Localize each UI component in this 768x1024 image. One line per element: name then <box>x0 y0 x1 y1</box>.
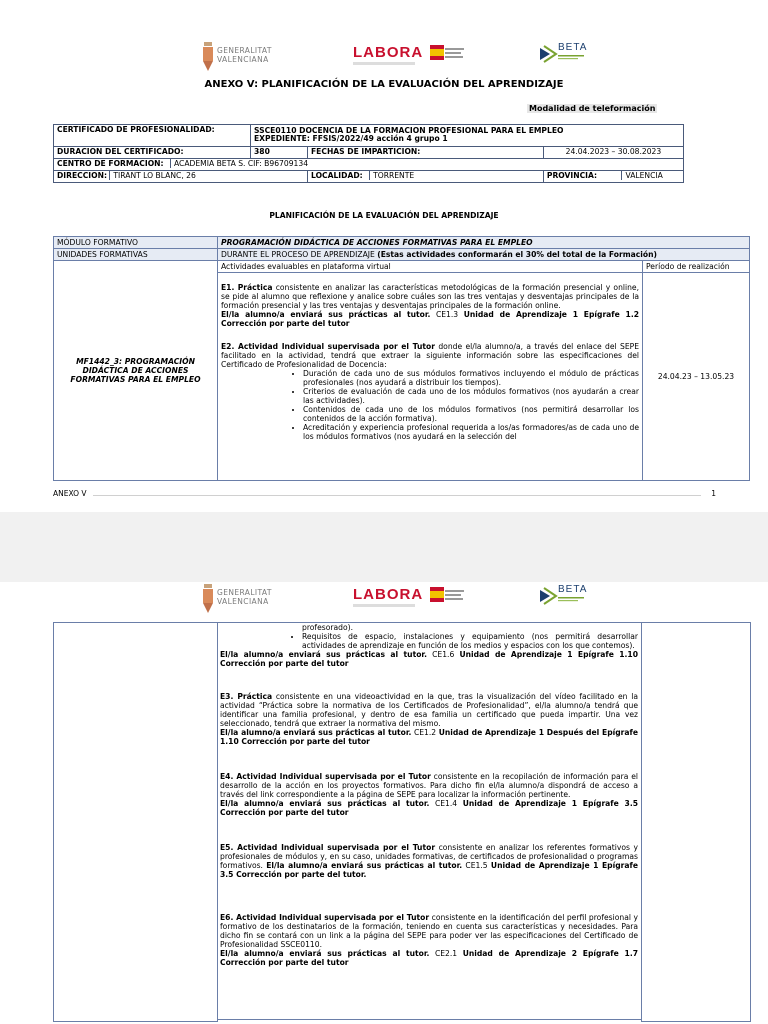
gva-line-1: GENERALITAT <box>217 588 272 597</box>
e2-item-5: • Requisitos de espacio, instalaciones y equipamiento (nos permitirá desarrollar actividades de aprendizaje en función de los medios y espacios con los que contemos). <box>302 632 638 650</box>
e2-list-continued <box>220 623 638 650</box>
e2-list <box>221 369 639 441</box>
e5-send: El/la alumno/a enviará sus prácticas al tutor. <box>266 861 463 870</box>
centro-label: CENTRO DE FORMACION: <box>57 159 164 168</box>
period-column-continued <box>641 622 751 1022</box>
e2-ref: Unidad de Aprendizaje 1 Epígrafe 1.10 Corrección por parte del tutor <box>220 650 638 668</box>
certificado-label: CERTIFICADO DE PROFESIONALIDAD: <box>54 125 251 147</box>
col-periodo-header: Período de realización <box>643 261 750 273</box>
crest-icon <box>203 42 213 72</box>
direccion-value: TIRANT LO BLANC, 26 <box>109 171 195 180</box>
certificado-value-2: EXPEDIENTE: FFSIS/2022/49 acción 4 grupo 1 <box>254 134 448 143</box>
activity-e3 <box>220 692 638 746</box>
e5-ref: Unidad de Aprendizaje 1 Epígrafe 3.5 Corrección por parte del tutor. <box>220 861 638 879</box>
beta-tagline-graphic <box>558 596 584 602</box>
localidad-label: LOCALIDAD: <box>311 171 363 180</box>
e5-title: E5. Actividad Individual supervisada por el Tutor <box>220 843 436 852</box>
section-subtitle: PLANIFICACIÓN DE LA EVALUACIÓN DEL APRENDIZAJE <box>269 211 499 220</box>
e2-title: E2. Actividad Individual supervisada por el Tutor <box>221 342 435 351</box>
duracion-cell <box>54 147 251 159</box>
gva-line-2: VALENCIANA <box>217 597 269 606</box>
e1-ref: Unidad de Aprendizaje 1 Epígrafe 1.2 Corrección por parte del tutor <box>221 310 639 328</box>
e4-text: consistente en la recopilación de información para el desarrollo de la acción en los proyectos formativos. Para dicho fin el/la alumno/a dispondrá de acceso a través del link correspondiente a la página de SEPE para localizar la información pertinente. <box>220 772 639 799</box>
beta-tagline-graphic <box>558 54 584 60</box>
provincia-cell <box>543 171 683 183</box>
spain-gov-logo-icon <box>430 45 464 60</box>
certificado-value <box>251 125 684 147</box>
e3-send: El/la alumno/a enviará sus prácticas al tutor. <box>220 728 412 737</box>
spain-gov-logo-icon <box>430 587 464 602</box>
page-footer <box>53 489 716 498</box>
beta-mark-icon <box>538 44 560 64</box>
logo-row <box>0 40 768 80</box>
labora-wordmark: LABORA <box>353 586 424 603</box>
modulo-value: PROGRAMACIÓN DIDÁCTICA DE ACCIONES FORMATIVAS PARA EL EMPLEO <box>218 237 750 249</box>
e3-title: E3. Práctica <box>220 692 273 701</box>
footer-label: ANEXO V <box>53 489 87 498</box>
certificado-value-1: SSCE0110 DOCENCIA DE LA FORMACION PROFESIONAL PARA EL EMPLEO <box>254 126 564 135</box>
e3-text: consistente en una videoactividad en la que, tras la visualización del vídeo facilitado en la actividad “Práctica sobre la normativa de los Certificados de Profesionalidad”, el/la alumno/a tendrá que identificar una familia profesional, y dentro de esa familia un certificado que pueda impartir. Una vez seleccionado, tendrá que extraer la normativa del mismo. <box>220 692 639 728</box>
e1-send: El/la alumno/a enviará sus prácticas al tutor. <box>221 310 431 319</box>
e1-title: E1. Práctica <box>221 283 273 292</box>
direccion-cell <box>54 171 308 183</box>
activity-e5 <box>220 843 638 879</box>
e2-send: El/la alumno/a enviará sus prácticas al tutor. <box>220 650 427 659</box>
e2-item-3: • Contenidos de cada uno de los módulos formativos (nos permitirá desarrollar los contenidos de la acción formativa). <box>303 405 639 423</box>
activity-e6 <box>220 913 638 967</box>
e2-ce: CE1.6 <box>426 650 460 659</box>
e2-item-2: • Criterios de evaluación de cada uno de los módulos formativos (nos ayudarán a crear las actividades). <box>303 387 639 405</box>
col-actividades-header: Actividades evaluables en plataforma virtual <box>218 261 643 273</box>
beta-wordmark: BETA <box>558 42 588 53</box>
unidades-note: (Estas actividades conformarán el 30% del total de la Formación) <box>377 250 657 259</box>
beta-mark-icon <box>538 586 560 606</box>
e2-closing <box>220 650 638 668</box>
mf-label: MF1442_3: PROGRAMACIÓN DIDÁCTICA DE ACCIONES FORMATIVAS PARA EL EMPLEO <box>54 261 218 481</box>
e3-ce: CE1.2 <box>411 728 439 737</box>
beta-wordmark: BETA <box>558 584 588 595</box>
provincia-value: VALENCIA <box>621 171 662 180</box>
e6-send: El/la alumno/a enviará sus prácticas al tutor. <box>220 949 430 958</box>
e4-title: E4. Actividad Individual supervisada por el Tutor <box>220 772 431 781</box>
module-column-continued <box>53 622 218 1022</box>
activity-e1 <box>221 283 639 328</box>
crest-icon <box>203 584 213 614</box>
planning-table-continued <box>53 622 750 1020</box>
e2-item-1: • Duración de cada uno de sus módulos formativos incluyendo el módulo de prácticas profesionales (nos ayudará a distribuir los tiempos). <box>303 369 639 387</box>
activities-cell-continued <box>217 622 641 1020</box>
logo-row-2 <box>0 582 768 622</box>
e6-ce: CE2.1 <box>429 949 463 958</box>
activities-cell <box>218 273 643 481</box>
labora-tagline-graphic <box>353 604 415 607</box>
certificate-info-table <box>53 124 684 183</box>
duracion-label: DURACION DEL CERTIFICADO: <box>57 147 184 156</box>
unidades-value: DURANTE EL PROCESO DE APRENDIZAJE <box>221 250 375 259</box>
e5-text: consistente en analizar los referentes formativos y profesionales de módulos y, en su caso, unidades formativas, de certificados de profesionalidad o programas formativos. <box>220 843 638 870</box>
e2-text: donde el/la alumno/a, a través del enlace del SEPE facilitado en la actividad, tendrá que extraer la siguiente información sobre las especificaciones del Certificado de Profesionalidad de Docencia: <box>221 342 639 369</box>
localidad-value: TORRENTE <box>369 171 414 180</box>
centro-cell <box>54 159 684 171</box>
e2-item-4: • Acreditación y experiencia profesional requerida a los/as formadores/as de cada uno de los módulos formativos (nos ayudará en la selección del <box>303 423 639 441</box>
e2-item-4-cont: profesorado). <box>302 623 353 632</box>
footer-page-number: 1 <box>711 489 716 498</box>
gva-line-1: GENERALITAT <box>217 46 272 55</box>
duracion-value: 380 <box>251 147 308 159</box>
labora-logo <box>353 44 423 65</box>
e1-ce: CE1.3 <box>430 310 464 319</box>
modulo-label: MÓDULO FORMATIVO <box>54 237 218 249</box>
e5-ce: CE1.5 <box>462 861 491 870</box>
e4-send: El/la alumno/a enviará sus prácticas al tutor. <box>220 799 430 808</box>
labora-tagline-graphic <box>353 62 415 65</box>
e4-ref: Unidad de Aprendizaje 1 Epígrafe 3.5 Corrección por parte del tutor <box>220 799 638 817</box>
unidades-label: UNIDADES FORMATIVAS <box>54 249 218 261</box>
labora-logo <box>353 586 423 607</box>
e6-text: consistente en la identificación del perfil profesional y formativo de los destinatarios de la formación, teniendo en cuenta sus características y necesidades. Para dicho fin se contará con un link a la página del SEPE para poder ver las especificaciones del Certificado de Profesionalidad SSCE0110. <box>220 913 639 949</box>
labora-wordmark: LABORA <box>353 44 424 61</box>
e4-ce: CE1.4 <box>429 799 463 808</box>
modalidad-label: Modalidad de teleformación <box>529 104 656 113</box>
centro-value: ACADEMIA BETA S. CIF: B96709134 <box>170 159 308 168</box>
provincia-label: PROVINCIA: <box>546 171 598 180</box>
direccion-label: DIRECCION: <box>57 171 107 180</box>
fechas-value: 24.04.2023 – 30.08.2023 <box>543 147 683 159</box>
activity-e2 <box>221 342 639 369</box>
footer-divider <box>93 495 701 496</box>
e6-ref: Unidad de Aprendizaje 2 Epígrafe 1.7 Corrección por parte del tutor <box>220 949 638 967</box>
localidad-cell <box>308 171 544 183</box>
gva-line-2: VALENCIANA <box>217 55 269 64</box>
e1-text: consistente en analizar las características metodológicas de la formación presencial y online, se pide al alumno que reflexione y analice sobre cuáles son las tres ventajas y desventajas principales de la formación presencial y las tres ventajas y desventajas principales de la formación online. <box>221 283 639 310</box>
activity-e4 <box>220 772 638 817</box>
planning-table <box>53 236 750 481</box>
unidades-cell <box>218 249 750 261</box>
document-title: ANEXO V: PLANIFICACIÓN DE LA EVALUACIÓN DEL APRENDIZAJE <box>204 79 564 90</box>
e6-title: E6. Actividad Individual supervisada por el Tutor <box>220 913 430 922</box>
fechas-label: FECHAS DE IMPARTICION: <box>308 147 544 159</box>
page-gap <box>0 512 768 582</box>
periodo-value: 24.04.23 – 13.05.23 <box>643 273 750 481</box>
e3-ref: Unidad de Aprendizaje 1 Después del Epígrafe 1.10 Corrección por parte del tutor <box>220 728 638 746</box>
